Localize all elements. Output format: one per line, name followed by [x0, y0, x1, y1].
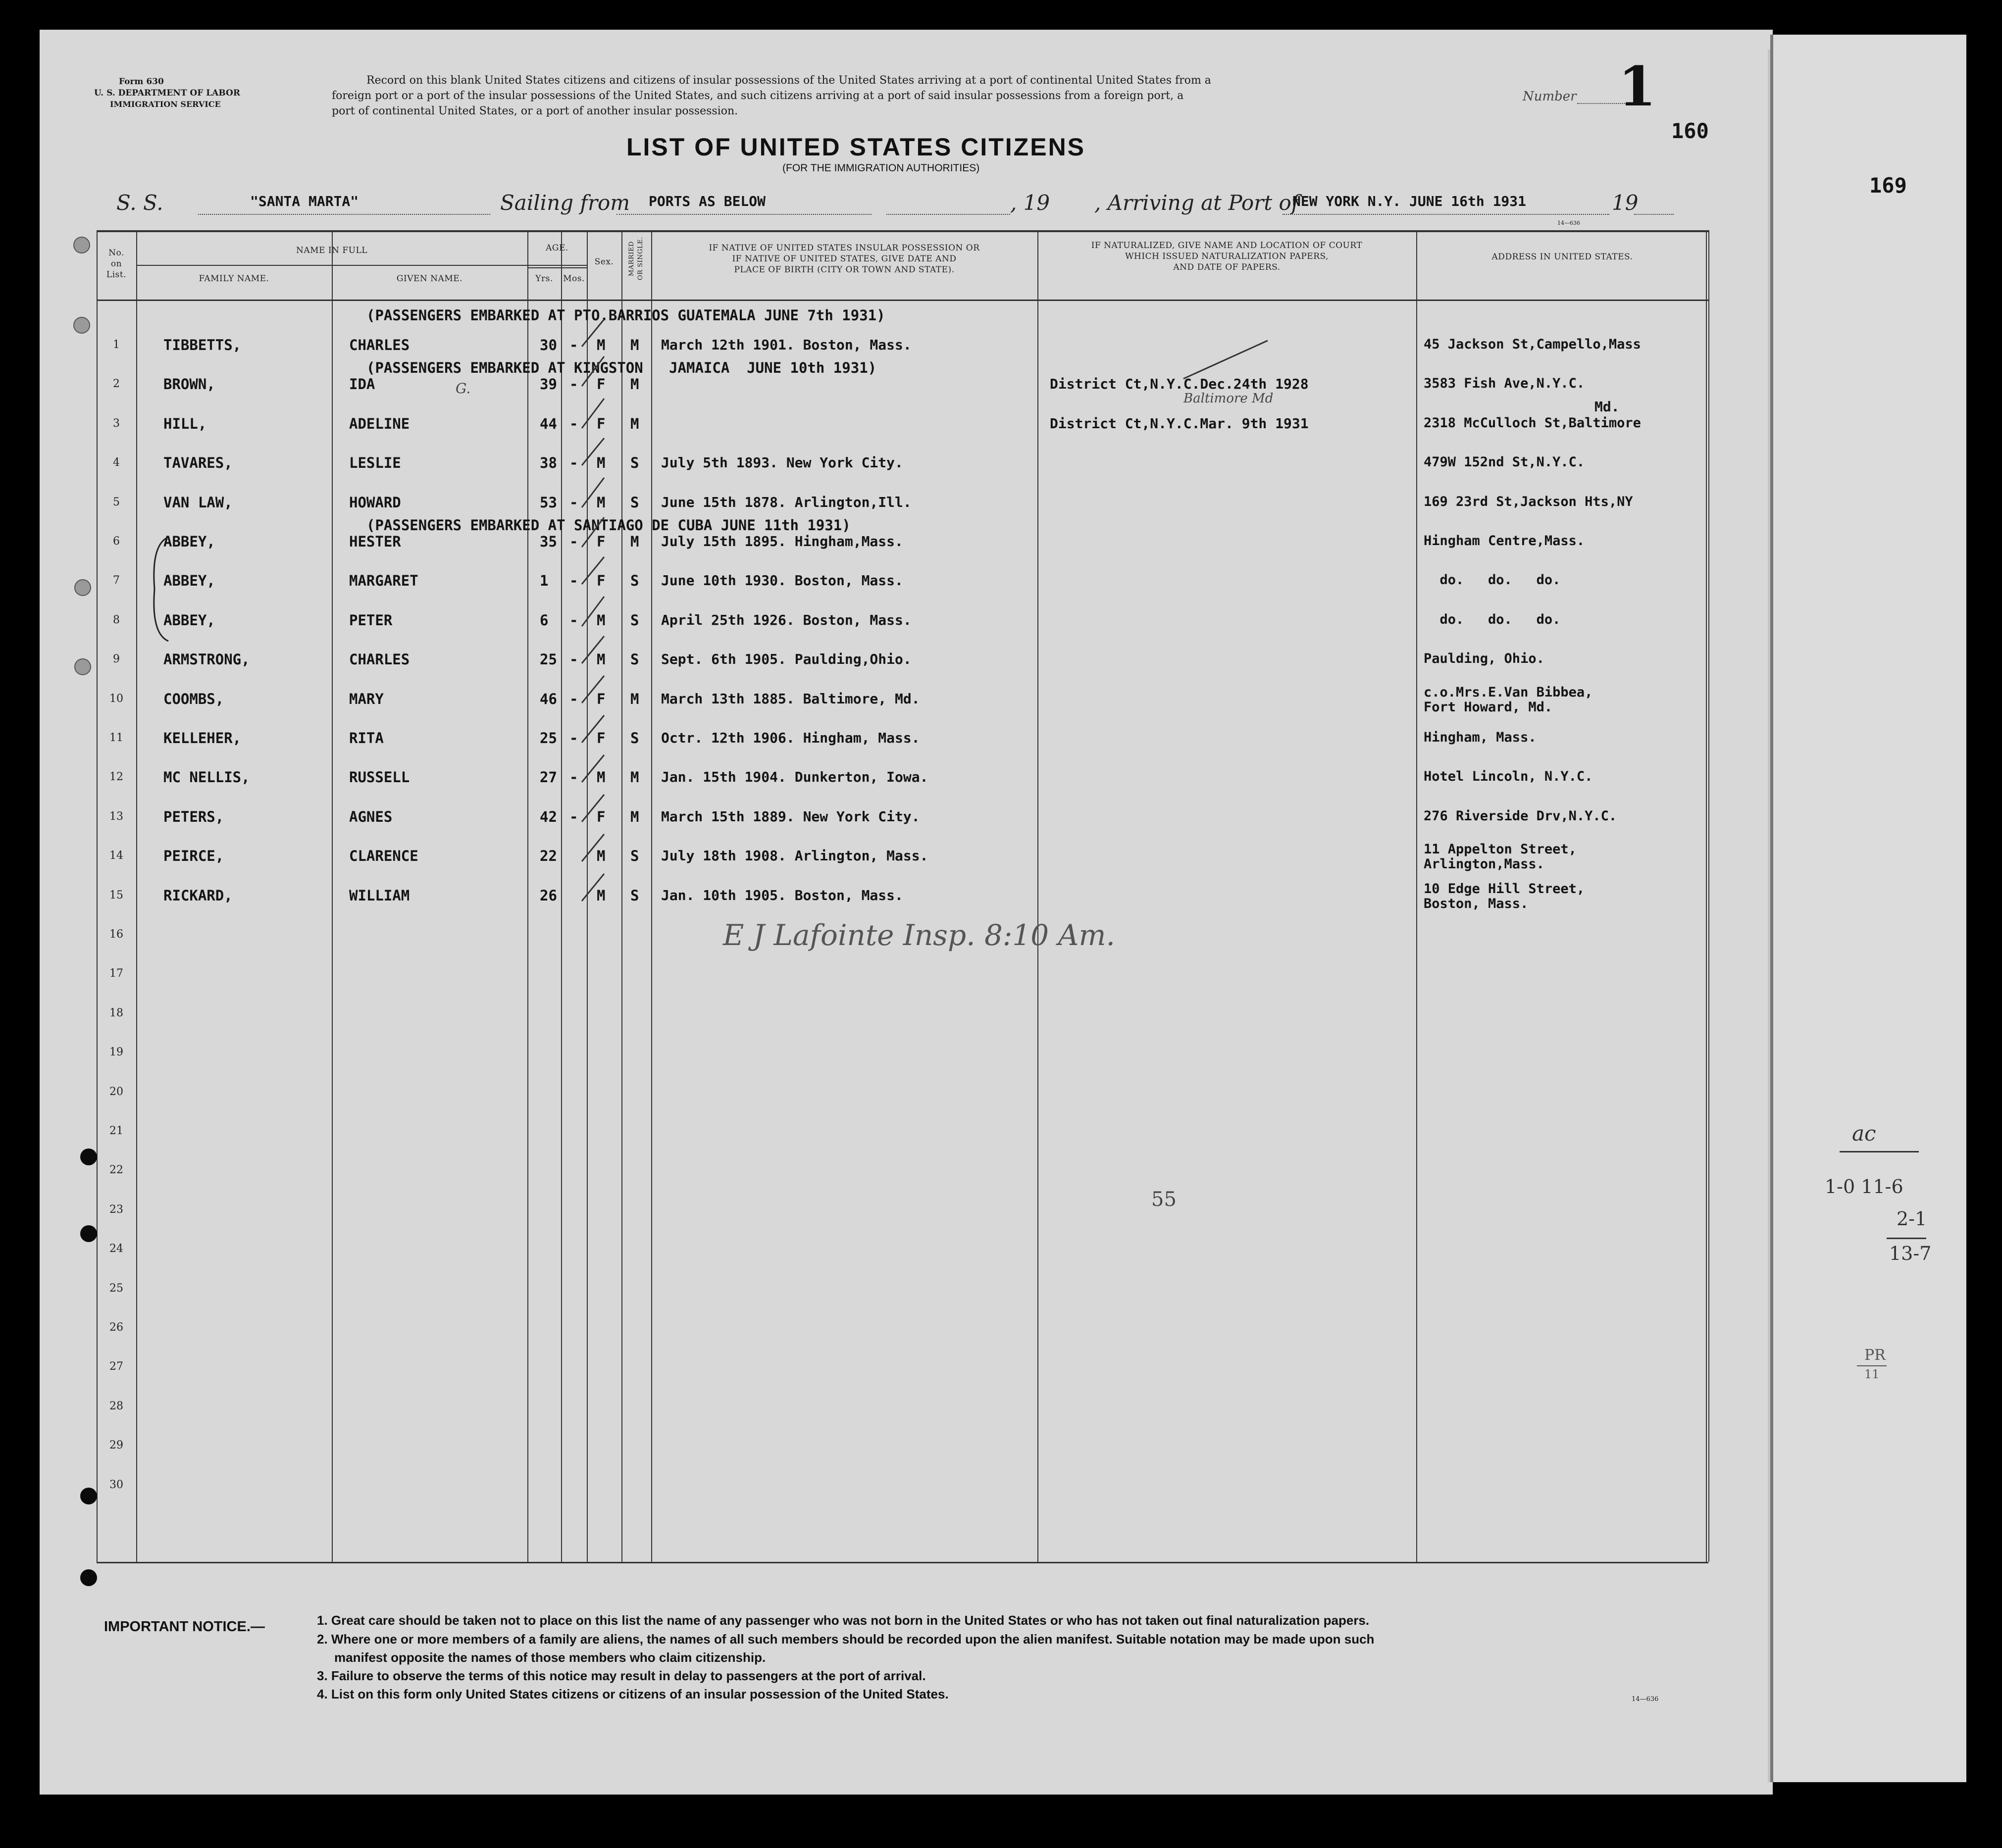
- birth-cell: Jan. 10th 1905. Boston, Mass.: [661, 887, 903, 903]
- birth-cell: June 15th 1878. Arlington,Ill.: [661, 494, 912, 510]
- check-mark: [582, 834, 604, 861]
- given-name-cell: MARY: [349, 690, 384, 707]
- tally-checkmarks: [535, 317, 654, 911]
- marital-status-cell: S: [630, 611, 639, 629]
- header-birth-line-1: IF NATIVE OF UNITED STATES INSULAR POSSESSION OR: [709, 243, 980, 253]
- marital-status-cell: S: [630, 572, 639, 590]
- header-married-single: [621, 235, 651, 284]
- age-years-cell: 26: [540, 887, 557, 904]
- sex-cell: M: [597, 887, 606, 904]
- age-years-cell: 30: [540, 337, 557, 353]
- instruction-line-3: port of continental United States, or a port of another insular possession.: [332, 105, 738, 117]
- notice-item-2: 2. Where one or more members of a family are aliens, the names of all such members should be recorded upon the alien manifest. Suitable notation may be made upon such: [317, 1632, 1375, 1647]
- check-mark: [582, 715, 604, 743]
- header-no-line-2: on: [110, 259, 122, 269]
- header-nat-line-3: AND DATE OF PAPERS.: [1173, 262, 1281, 272]
- row-number: 19: [109, 1046, 123, 1059]
- binder-hole: [74, 658, 91, 675]
- row-number: 1: [113, 339, 120, 351]
- header-nat-line-1: IF NATURALIZED, GIVE NAME AND LOCATION OF COURT: [1091, 241, 1363, 250]
- handwritten-55: 55: [1151, 1188, 1177, 1211]
- age-years-cell: 25: [540, 730, 557, 747]
- age-years-cell: 1: [540, 572, 549, 590]
- service-name: IMMIGRATION SERVICE: [110, 100, 221, 109]
- given-name-cell: PETER: [349, 611, 393, 629]
- age-years-cell: 39: [540, 376, 557, 393]
- check-mark: [582, 755, 604, 782]
- grid-line: [136, 265, 587, 266]
- binder-hole: [74, 579, 91, 596]
- row-number: 12: [109, 771, 123, 784]
- year-label-2: 19: [1612, 191, 1639, 215]
- margin-note-pr-rule: [1857, 1365, 1887, 1366]
- family-name-cell: PEIRCE,: [163, 848, 224, 865]
- binder-hole: [80, 1225, 97, 1242]
- form-subtitle: (FOR THE IMMIGRATION AUTHORITIES): [782, 162, 980, 174]
- family-name-cell: HILL,: [163, 415, 207, 432]
- family-name-cell: MC NELLIS,: [163, 769, 250, 786]
- margin-note-ac: ac: [1852, 1121, 1876, 1146]
- row-number: 25: [109, 1282, 123, 1295]
- header-given-name: GIVEN NAME.: [396, 274, 463, 284]
- row-number: 20: [109, 1085, 123, 1098]
- grid-line: [527, 230, 528, 1562]
- row-number: 9: [113, 653, 120, 666]
- check-mark: [582, 438, 604, 465]
- arriving-label: , Arriving at Port of: [1094, 191, 1299, 215]
- margin-note-pr: PR: [1864, 1347, 1886, 1364]
- instruction-line-1: Record on this blank United States citizens and citizens of insular possessions of the United States arriving at a port of continental United States from a: [366, 74, 1211, 87]
- age-months-cell: -: [569, 769, 578, 786]
- row-number: 28: [109, 1399, 123, 1412]
- sailing-underline: [616, 214, 872, 215]
- handwritten-baltimore-md: Baltimore Md: [1183, 391, 1274, 406]
- row-number: 22: [109, 1164, 123, 1177]
- margin-note-line-1: 1-0 11-6: [1825, 1176, 1903, 1198]
- marital-status-cell: S: [630, 848, 639, 865]
- given-name-cell: RITA: [349, 730, 384, 747]
- notice-item-2-cont: manifest opposite the names of those members who claim citizenship.: [334, 1650, 766, 1665]
- header-no-line-1: No.: [108, 248, 124, 258]
- header-or-single: OR SINGLE.: [637, 237, 645, 281]
- age-years-cell: 38: [540, 454, 557, 472]
- address-cell: 45 Jackson St,Campello,Mass: [1424, 337, 1641, 352]
- birth-cell: March 13th 1885. Baltimore, Md.: [661, 690, 920, 707]
- given-name-cell: HESTER: [349, 533, 401, 550]
- marital-status-cell: S: [630, 494, 639, 511]
- age-months-cell: -: [569, 454, 578, 472]
- address-cell: Paulding, Ohio.: [1424, 651, 1544, 667]
- binder-hole: [73, 317, 90, 334]
- given-name-cell: IDA: [349, 376, 375, 393]
- age-months-cell: -: [569, 337, 578, 353]
- birth-cell: July 18th 1908. Arlington, Mass.: [661, 848, 928, 864]
- age-years-cell: 46: [540, 690, 557, 707]
- year-label-1: , 19: [1010, 191, 1050, 215]
- year-underline: [1634, 214, 1674, 215]
- family-name-cell: PETERS,: [163, 808, 224, 825]
- sex-cell: M: [597, 848, 606, 865]
- row-number: 30: [109, 1478, 123, 1491]
- embarkation-note: (PASSENGERS EMBARKED AT SANTIAGO DE CUBA JUNE 11th 1931): [366, 517, 851, 534]
- notice-item-3: 3. Failure to observe the terms of this notice may result in delay to passengers at the port of arrival.: [317, 1668, 926, 1683]
- family-name-cell: KELLEHER,: [163, 730, 242, 747]
- age-months-cell: -: [569, 572, 578, 590]
- age-months-cell: -: [569, 651, 578, 668]
- binder-hole: [80, 1488, 97, 1504]
- number-label: Number: [1523, 89, 1577, 104]
- marital-status-cell: S: [630, 730, 639, 747]
- naturalization-cell: District Ct,N.Y.C.Dec.24th 1928: [1050, 376, 1309, 393]
- age-years-cell: 25: [540, 651, 557, 668]
- marital-status-cell: M: [630, 533, 639, 550]
- sex-cell: F: [597, 808, 606, 825]
- sex-cell: F: [597, 690, 606, 707]
- naturalization-cell: District Ct,N.Y.C.Mar. 9th 1931: [1050, 415, 1309, 432]
- form-sheet: [40, 30, 1773, 1795]
- birth-cell: April 25th 1926. Boston, Mass.: [661, 611, 912, 628]
- department-name: U. S. DEPARTMENT OF LABOR: [94, 88, 240, 98]
- form-number: Form 630: [119, 77, 164, 87]
- family-name-cell: BROWN,: [163, 376, 215, 393]
- row-number: 26: [109, 1321, 123, 1334]
- check-mark: [582, 356, 604, 386]
- check-mark: [582, 597, 604, 626]
- adjacent-sheet: [1770, 35, 1966, 1782]
- header-age-months: Mos.: [563, 274, 585, 284]
- age-months-cell: -: [569, 690, 578, 707]
- birth-cell: Octr. 12th 1906. Hingham, Mass.: [661, 730, 920, 746]
- header-birth: [651, 243, 1037, 275]
- age-years-cell: 35: [540, 533, 557, 550]
- age-months-cell: -: [569, 730, 578, 747]
- marital-status-cell: S: [630, 454, 639, 472]
- row-number: 4: [113, 456, 120, 469]
- age-years-cell: 27: [540, 769, 557, 786]
- given-name-cell: AGNES: [349, 808, 393, 825]
- sailing-label: Sailing from: [500, 191, 630, 215]
- age-months-cell: -: [569, 808, 578, 825]
- row-number: 10: [109, 692, 123, 705]
- notice-label: IMPORTANT NOTICE.—: [104, 1619, 265, 1635]
- family-name-cell: VAN LAW,: [163, 494, 233, 511]
- binder-hole: [80, 1149, 97, 1165]
- given-name-cell: RUSSELL: [349, 769, 410, 786]
- sex-cell: M: [597, 494, 606, 511]
- row-number: 7: [113, 574, 120, 587]
- grid-line: [97, 230, 1708, 232]
- check-mark: [582, 795, 604, 822]
- margin-note-line-3: 13-7: [1889, 1243, 1932, 1264]
- row-number: 5: [113, 496, 120, 508]
- notice-item-4: 4. List on this form only United States citizens or citizens of an insular possession of the United States.: [317, 1687, 949, 1701]
- address-cell: 10 Edge Hill Street,: [1424, 881, 1585, 897]
- birth-cell: Sept. 6th 1905. Paulding,Ohio.: [661, 651, 912, 668]
- row-number: 15: [109, 889, 123, 901]
- given-name-cell: MARGARET: [349, 572, 418, 590]
- sex-cell: F: [597, 533, 606, 550]
- row-number: 6: [113, 535, 120, 548]
- header-age: AGE.: [546, 243, 568, 253]
- birth-cell: July 15th 1895. Hingham,Mass.: [661, 533, 903, 549]
- family-name-cell: ARMSTRONG,: [163, 651, 250, 668]
- age-months-cell: -: [569, 415, 578, 432]
- family-name-cell: ABBEY,: [163, 611, 215, 629]
- age-months-cell: -: [569, 611, 578, 629]
- address-cell: 479W 152nd St,N.Y.C.: [1424, 454, 1585, 470]
- row-number: 16: [109, 928, 123, 941]
- sex-cell: F: [597, 572, 606, 590]
- age-months-cell: -: [569, 376, 578, 393]
- birth-cell: July 5th 1893. New York City.: [661, 454, 903, 471]
- row-number: 14: [109, 849, 123, 862]
- address-cell-line-2: Fort Howard, Md.: [1424, 699, 1553, 715]
- address-cell: Hotel Lincoln, N.Y.C.: [1424, 769, 1593, 785]
- sailing-from-value: PORTS AS BELOW: [649, 193, 766, 209]
- address-cell: c.o.Mrs.E.Van Bibbea,: [1424, 684, 1593, 700]
- address-cell-line-2: Arlington,Mass.: [1424, 856, 1544, 872]
- margin-note-pr-2: 11: [1864, 1367, 1880, 1381]
- header-sex: Sex.: [594, 257, 614, 267]
- stamped-page-number: 160: [1671, 119, 1709, 143]
- family-name-cell: COOMBS,: [163, 690, 224, 707]
- header-family-name: FAMILY NAME.: [199, 274, 269, 284]
- embarkation-note: (PASSENGERS EMBARKED AT KINGSTON JAMAICA JUNE 10th 1931): [366, 359, 877, 376]
- check-mark: [582, 517, 604, 547]
- grid-line: [1706, 230, 1707, 1562]
- header-married: MARRIED: [627, 241, 635, 276]
- header-nat-line-2: WHICH ISSUED NATURALIZATION PAPERS,: [1125, 251, 1329, 261]
- age-years-cell: 42: [540, 808, 557, 825]
- marital-status-cell: M: [630, 769, 639, 786]
- handwritten-slash: [1179, 337, 1278, 381]
- address-cell: do. do. do.: [1424, 611, 1561, 627]
- check-mark: [582, 478, 604, 507]
- grid-line: [1708, 230, 1709, 1562]
- address-cell: 2318 McCulloch St,Baltimore: [1424, 415, 1641, 431]
- row-number: 21: [109, 1125, 123, 1137]
- margin-note-line-2: 2-1: [1897, 1208, 1927, 1230]
- birth-cell: March 12th 1901. Boston, Mass.: [661, 337, 912, 353]
- marital-status-cell: S: [630, 651, 639, 668]
- header-birth-line-3: PLACE OF BIRTH (CITY OR TOWN AND STATE).: [734, 265, 955, 275]
- arriving-underline: [1283, 214, 1609, 215]
- address-cell: Hingham, Mass.: [1424, 730, 1537, 745]
- age-years-cell: 22: [540, 848, 557, 865]
- address-cell: 169 23rd St,Jackson Hts,NY: [1424, 494, 1633, 509]
- address-cell: 11 Appelton Street,: [1424, 842, 1577, 857]
- marital-status-cell: M: [630, 690, 639, 707]
- given-name-cell: CLARENCE: [349, 848, 418, 865]
- ship-name: "SANTA MARTA": [250, 193, 359, 209]
- given-name-cell: HOWARD: [349, 494, 401, 511]
- header-name-in-full: NAME IN FULL: [296, 246, 368, 255]
- age-months-cell: -: [569, 533, 578, 550]
- birth-cell: March 15th 1889. New York City.: [661, 808, 920, 825]
- ss-label: S. S.: [116, 191, 163, 215]
- sex-cell: M: [597, 769, 606, 786]
- address-cell: Hingham Centre,Mass.: [1424, 533, 1585, 549]
- binder-hole: [80, 1569, 97, 1586]
- row-number: 18: [109, 1006, 123, 1019]
- check-mark: [582, 676, 604, 703]
- header-no: [97, 248, 136, 280]
- check-mark: [582, 399, 604, 428]
- birth-cell: June 10th 1930. Boston, Mass.: [661, 572, 903, 589]
- sex-cell: F: [597, 730, 606, 747]
- marital-status-cell: M: [630, 415, 639, 432]
- marital-status-cell: M: [630, 808, 639, 825]
- header-age-years: Yrs.: [535, 274, 553, 284]
- address-cell-line-2: Boston, Mass.: [1424, 896, 1529, 911]
- sex-cell: M: [597, 454, 606, 472]
- address-cell: 3583 Fish Ave,N.Y.C.: [1424, 376, 1585, 392]
- form-title: LIST OF UNITED STATES CITIZENS: [626, 133, 1086, 161]
- grid-line: [97, 1562, 1708, 1563]
- family-name-cell: ABBEY,: [163, 533, 215, 550]
- sex-cell: M: [597, 611, 606, 629]
- row-number: 24: [109, 1243, 123, 1255]
- address-cell: 276 Riverside Drv,N.Y.C.: [1424, 808, 1617, 824]
- grid-line: [97, 300, 1708, 301]
- age-years-cell: 6: [540, 611, 549, 629]
- printer-mark-bottom: 14—636: [1632, 1696, 1659, 1703]
- number-value: 1: [1618, 54, 1656, 118]
- family-name-cell: TIBBETTS,: [163, 337, 242, 353]
- header-no-line-3: List.: [106, 270, 127, 280]
- given-name-cell: CHARLES: [349, 651, 410, 668]
- row-number: 29: [109, 1439, 123, 1452]
- header-address: ADDRESS IN UNITED STATES.: [1491, 252, 1633, 262]
- notice-item-1: 1. Great care should be taken not to place on this list the name of any passenger who was not born in the United States or who has not taken out final naturalization papers.: [317, 1613, 1370, 1628]
- grid-line: [332, 230, 333, 1562]
- given-name-cell: LESLIE: [349, 454, 401, 472]
- stamped-page-number-right: 169: [1869, 173, 1907, 198]
- row-number: 17: [109, 967, 123, 980]
- family-name-cell: TAVARES,: [163, 454, 233, 472]
- row-number: 2: [113, 378, 120, 391]
- grid-line: [1416, 230, 1417, 1562]
- header-birth-line-2: IF NATIVE OF UNITED STATES, GIVE DATE AND: [732, 254, 957, 264]
- margin-note-rule: [1840, 1151, 1919, 1152]
- margin-note-rule-2: [1887, 1238, 1926, 1239]
- ship-underline: [198, 214, 490, 215]
- row-number: 27: [109, 1360, 123, 1373]
- row-number: 3: [113, 417, 120, 430]
- inspector-signature: E J Lafointe Insp. 8:10 Am.: [723, 918, 1115, 952]
- family-name-cell: ABBEY,: [163, 572, 215, 590]
- embarkation-note: (PASSENGERS EMBARKED AT PTO.BARRIOS GUATEMALA JUNE 7th 1931): [366, 307, 885, 324]
- instruction-line-2: foreign port or a port of the insular possessions of the United States, and such citizens arriving at a port of said insular possessions from a foreign port, a: [332, 90, 1184, 102]
- header-naturalization: [1037, 240, 1416, 273]
- sex-cell: F: [597, 415, 606, 432]
- grid-line: [136, 230, 137, 1562]
- age-years-cell: 53: [540, 494, 557, 511]
- family-bracket: [149, 535, 173, 644]
- row-number: 8: [113, 613, 120, 626]
- given-name-cell: WILLIAM: [349, 887, 410, 904]
- binder-hole: [73, 237, 90, 253]
- address-cell: do. do. do.: [1424, 572, 1561, 588]
- arriving-port-value: NEW YORK N.Y. JUNE 16th 1931: [1292, 193, 1527, 209]
- birth-cell: Jan. 15th 1904. Dunkerton, Iowa.: [661, 769, 928, 786]
- date-underline: [886, 214, 1010, 215]
- sex-cell: M: [597, 651, 606, 668]
- check-mark: [582, 557, 604, 584]
- sex-cell: M: [597, 337, 606, 353]
- given-name-cell: CHARLES: [349, 337, 410, 353]
- address-md-note: Md.: [1594, 399, 1620, 415]
- check-mark: [582, 319, 604, 347]
- printer-mark-top: 14—636: [1557, 220, 1580, 226]
- handwritten-ida-mark: G.: [456, 380, 471, 397]
- age-months-cell: -: [569, 494, 578, 511]
- marital-status-cell: M: [630, 376, 639, 393]
- grid-line: [1037, 230, 1038, 1562]
- row-number: 23: [109, 1203, 123, 1216]
- check-mark: [582, 636, 604, 663]
- row-number: 11: [109, 732, 123, 744]
- grid-line: [527, 267, 587, 268]
- sex-cell: F: [597, 376, 606, 393]
- row-number: 13: [109, 810, 123, 823]
- marital-status-cell: S: [630, 887, 639, 904]
- marital-status-cell: M: [630, 337, 639, 353]
- age-years-cell: 44: [540, 415, 557, 432]
- family-name-cell: RICKARD,: [163, 887, 233, 904]
- check-mark: [582, 874, 604, 901]
- given-name-cell: ADELINE: [349, 415, 410, 432]
